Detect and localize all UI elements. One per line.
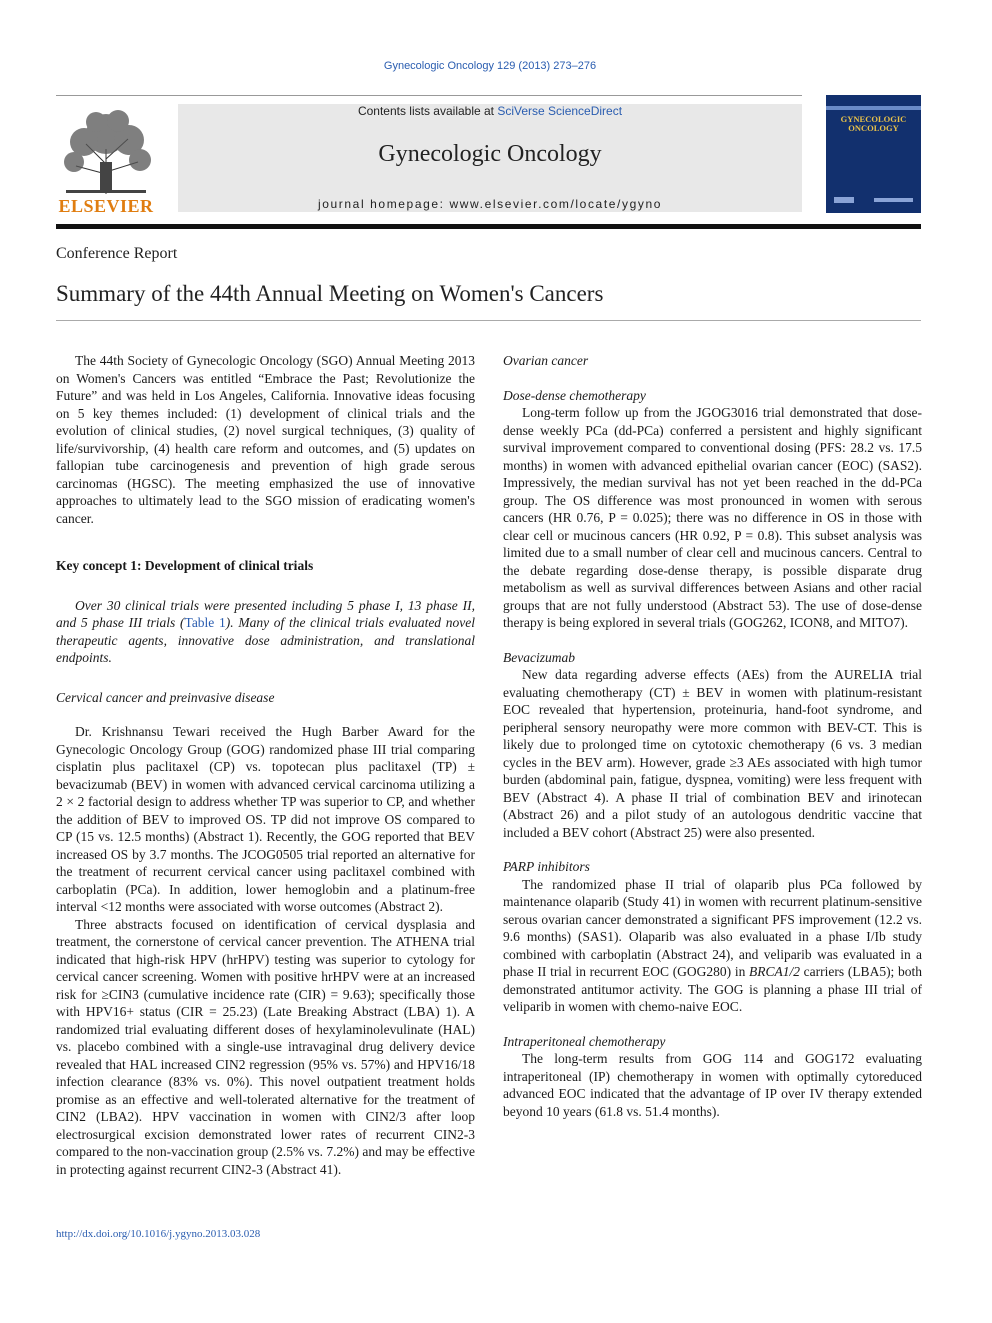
contents-prefix: Contents lists available at (357, 104, 498, 118)
cervical-paragraph-2: Three abstracts focused on identification of cervical dysplasia and treatment, the cornerstone of cervical cancer prevention. The ATHENA trial indicated that high-risk HPV (hrHPV) testing was superior to cytology for cervical cancer screening. Women with positive hrHPV were at an increased risk for ≥CIN3 (cumulative incidence rate (CIR) = 9.63); specifically those with HPV16+ status (CIR = 25.23) (Late Breaking Abstract (LBA) 1). A randomized trial evaluating different doses of hexylaminolevulinate (HAL) vs. placebo combined with a single-use intravaginal drug delivery device revealed that HAL increased CIN2 regression (95% vs. 57%) and HPV16/18 infection clearance (83% vs. 0%). This novel outpatient treatment holds promise as an effective and well-tolerated alternative for the treatment of CIN2 (LBA2). HPV vaccination in women with CIN2/3 after loop electrosurgical excision demonstrated lower rates of recurrent CIN2-3 compared to the non-vaccination group (2.5% vs. 7.2%) and may be effective in protecting against recurrent CIN2-3 (Abstract 41). (56, 916, 475, 1177)
article-type: Conference Report (56, 245, 178, 262)
header-rule (56, 95, 802, 96)
cervical-heading: Cervical cancer and preinvasive disease (56, 689, 275, 705)
parp-heading: PARP inhibitors (503, 859, 590, 874)
cover-stripe (826, 106, 921, 110)
dose-dense-heading: Dose-dense chemotherapy (503, 387, 646, 403)
intro-paragraph: The 44th Society of Gynecologic Oncology (SGO) Annual Meeting 2013 on Women's Cancers was entitled “Embrace the Past; Revolutionize the Future” and was held in Los Angeles, California. Innovative ideas focusing on 5 key themes included: (1) development of clinical trials and the evolution of clinical studies, (2) novel surgical techniques, (3) quality of life/survivorship, (4) health care reform and outcomes, and (5) updates on fallopian tube carcinogenesis and prevention of high grade serous carcinomas (HGSC). The meeting emphasized the use of innovative approaches to ultimately lead to the SGO mission of eradicating women's cancer. (56, 353, 475, 526)
parp-text-a: The randomized phase II trial of olaparib plus PCa followed by maintenance olaparib (Study 41) in women with recurrent platinum-sensitive serous ovarian cancer demonstrated a significant PFS improvement (12.2 vs. 9.6 months) (SAS1). Olaparib was also evaluated in a phase I/Ib study combined with carboplatin (Abstract 24), and veliparib was evaluated in a phase II trial in recurrent EOC (GOG280) in (503, 876, 922, 979)
table-1-link[interactable]: Table 1 (184, 615, 226, 630)
article-title: Summary of the 44th Annual Meeting on Women's Cancers (56, 281, 604, 306)
journal-homepage[interactable]: journal homepage: www.elsevier.com/locate/ygyno (317, 197, 662, 211)
bevacizumab-heading: Bevacizumab (503, 649, 575, 665)
doi-link[interactable]: http://dx.doi.org/10.1016/j.ygyno.2013.03.028 (56, 1228, 261, 1240)
brca-gene: BRCA1/2 (749, 964, 801, 979)
key-concept-1-heading: Key concept 1: Development of clinical trials (56, 558, 314, 573)
journal-cover-thumbnail[interactable] (826, 95, 921, 213)
parp-paragraph (503, 876, 922, 1016)
ovarian-heading: Ovarian cancer (503, 353, 589, 368)
key-concept-1-paragraph (56, 597, 475, 667)
ip-paragraph: The long-term results from GOG 114 and GOG172 evaluating intraperitoneal (IP) chemotherapy in women with optimally cytoreduced advanced EOC indicated that the advantage of IP over IV therapy extended beyond 10 years (61.8 vs. 51.4 months). (503, 1051, 922, 1119)
title-rule (56, 320, 921, 321)
key-concept-1-text-b: ). Many of the clinical trials evaluated novel therapeutic agents, innovative dose administration, and translational endpoints. (56, 615, 475, 665)
contents-line (178, 104, 802, 118)
ip-heading: Intraperitoneal chemotherapy (503, 1033, 666, 1049)
journal-citation[interactable]: Gynecologic Oncology 129 (2013) 273–276 (383, 60, 597, 72)
dose-dense-paragraph: Long-term follow up from the JGOG3016 trial demonstrated that dose-dense weekly PCa (dd-PCa) conferred a persistent and highly significant survival improvement compared to conventional dosing (PFS: 28.2 vs. 17.5 months) in women with advanced epithelial ovarian cancer (EOC) (SAS2). Impressively, the median survival has not yet been reached in the dd-PCa group. The OS difference was most pronounced in women with serous cancers (HR 0.76, P = 0.025); there was no difference in OS in those with clear cell or mucinous cancers (HR 0.92, P = 0.8). This subset analysis was limited due to a small number of clear cell and mucinous cancers. Central to the debate regarding dose-dense therapy, is possible disparate drug metabolism as well as survival differences between Asians and other racial groups that are not fully understood (Abstract 53). The use of dose-dense therapy is being explored in several trials (GOG262, ICON8, and MITO7). (503, 405, 922, 630)
cover-footer-graphic (834, 195, 913, 205)
cervical-paragraph-1: Dr. Krishnansu Tewari received the Hugh Barber Award for the Gynecologic Oncology Group (GOG) randomized phase III trial comparing cisplatin plus paclitaxel (CP) vs. topotecan plus paclitaxel (TP) ± bevacizumab (BEV) in women with advanced cervical carcinoma utilizing a 2 × 2 factorial design to address whether TP was superior to CP, and whether the addition of BEV to improved OS. TP did not improve OS compared to CP (15 vs. 12.5 months) (Abstract 1). Recently, the GOG reported that BEV increased OS by 3.7 months. The JCOG0505 trial reported an alternative for the treatment of recurrent cervical cancer using paclitaxel combined with carboplatin (PCa). In addition, lower hemoglobin and a platinum-free interval <12 months were associated with worse outcomes (Abstract 2). (56, 724, 475, 914)
bevacizumab-paragraph: New data regarding adverse effects (AEs) from the AURELIA trial evaluating chemotherapy (CT) ± BEV in women with platinum-resistant EOC revealed that hypertension, proteinuria, hand-foot syndrome, and peripheral sensory neuropathy were more common with BEV-CT. This is likely due to prolonged time on cytotoxic chemotherapy (6 vs. 3 median cycles in the BEV arm). However, grade ≥3 AEs associated with high tumor burden (abdominal pain, fatigue, dyspnea, vomiting) were less frequent with BEV (Abstract 4). A phase II trial of combination BEV and irinotecan (Abstract 26) and a pilot study of an autologous dendritic vaccine that included a BEV cohort (Abstract 25) were also presented. (503, 667, 922, 840)
right-column (503, 352, 922, 1120)
sciencedirect-link[interactable]: SciVerse ScienceDirect (497, 104, 623, 118)
parp-text-b: carriers (LBA5); both demonstrated antitumor activity. The GOG is planning a phase III trial of veliparib in women with chemo-naive EOC. (503, 964, 922, 1014)
cover-title: GYNECOLOGIC ONCOLOGY (840, 114, 907, 133)
header-thick-rule (56, 224, 921, 229)
journal-name: Gynecologic Oncology (378, 141, 602, 167)
left-column (56, 352, 475, 1178)
key-concept-1-text-a: Over 30 clinical trials were presented including 5 phase I, 13 phase II, and 5 phase III trials ( (56, 597, 475, 630)
elsevier-wordmark: ELSEVIER (58, 196, 154, 216)
